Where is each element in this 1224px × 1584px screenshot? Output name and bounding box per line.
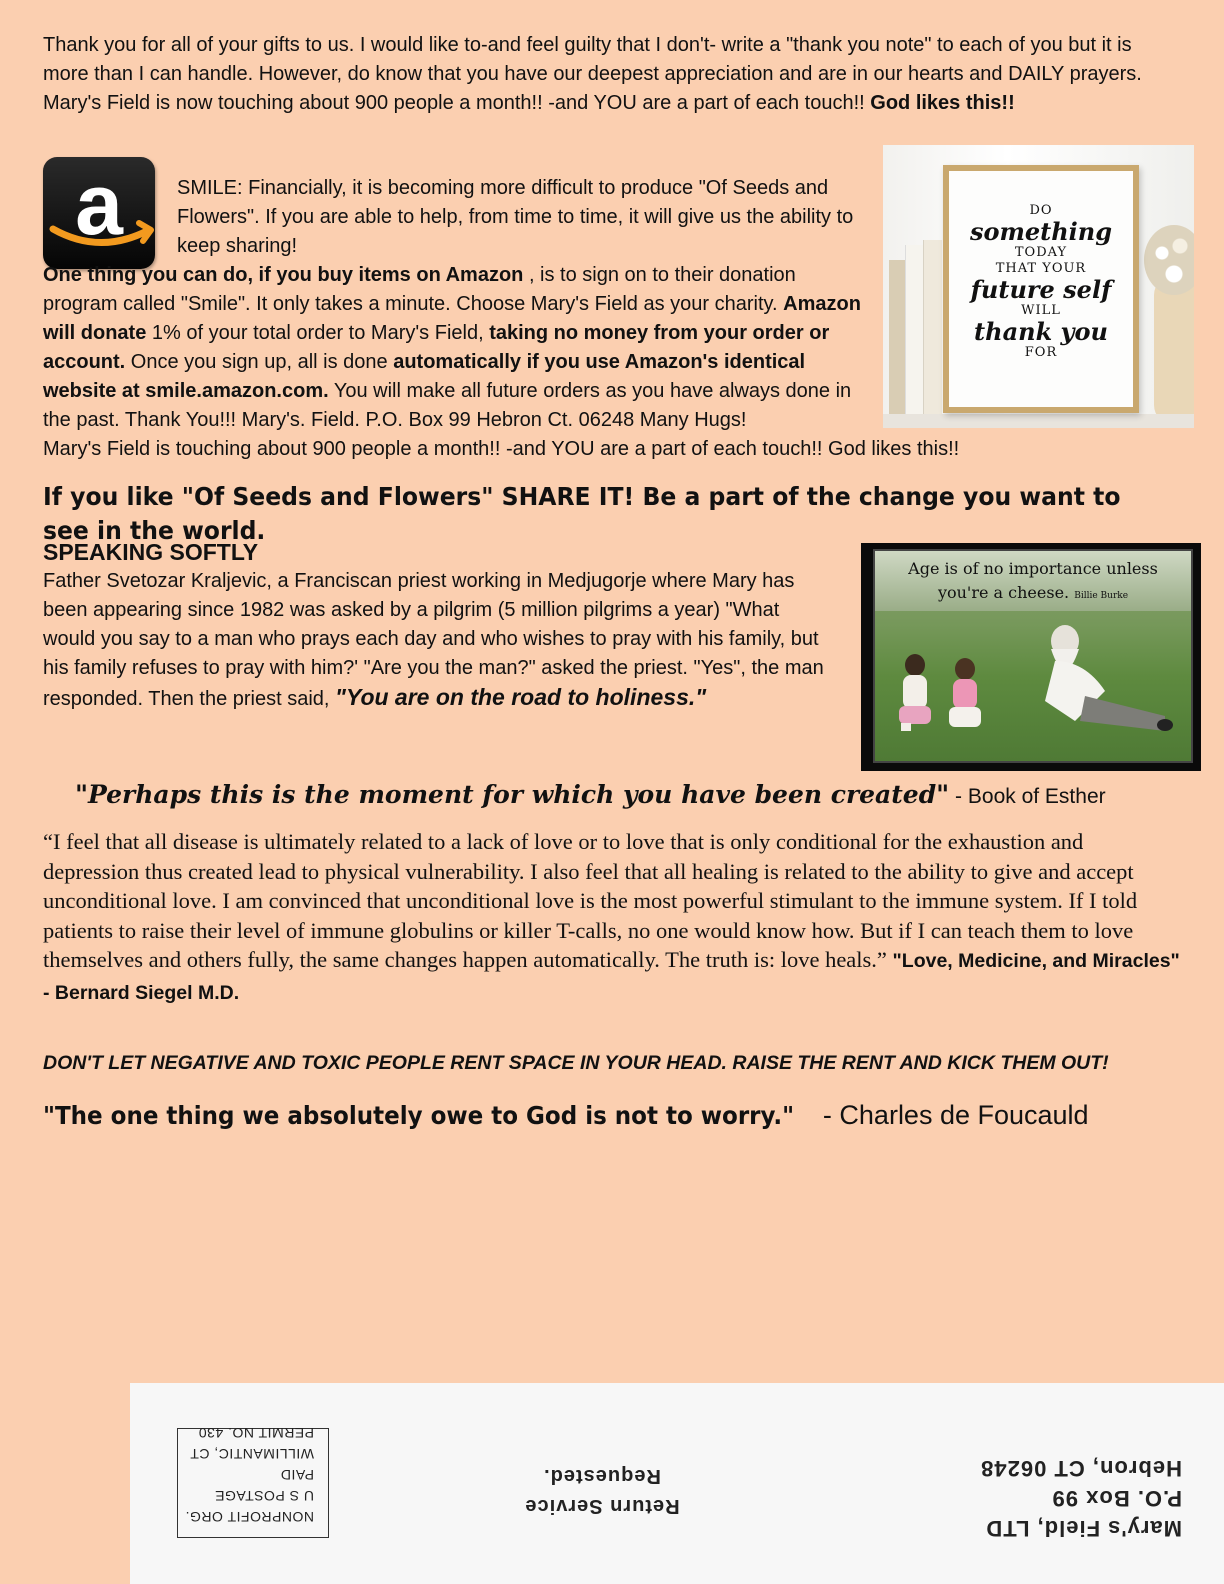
photo-scene xyxy=(873,549,1193,763)
amazon-text-3: 1% of your total order to Mary's Field, xyxy=(146,322,490,344)
love-quote-text: “I feel that all disease is ultimately related to a lack of love or to love that is only conditional for the exhaustion and depression thus created lead to physical vulnerability. I also feel that all healing is related to the ability to give and accept unconditional love. I am convinced that unconditional love is the most powerful stimulant to the immune system. If I told patients to raise their level of immune globulins or killer T-calls, no one would know how. But if I can teach them to love themselves and others fully, the same changes happen automatically. The truth is: love heals.” xyxy=(43,829,1138,972)
framed-quote-line: future self xyxy=(970,275,1112,304)
return-address xyxy=(942,1453,1182,1543)
flowers xyxy=(1144,225,1194,295)
photo-caption-line: Age is of no importance unless xyxy=(908,559,1158,578)
photo-caption-text: you're a cheese. xyxy=(937,583,1070,602)
speaking-softly-heading: SPEAKING SOFTLY xyxy=(43,539,259,565)
return-address-line: Mary's Field, LTD xyxy=(985,1516,1182,1541)
share-headline: If you like "Of Seeds and Flowers" SHARE IT! Be a part of the change you want to see in the world. xyxy=(43,482,1121,545)
amazon-logo-icon xyxy=(43,157,155,269)
postage-text xyxy=(178,1422,314,1527)
amazon-text-4: Once you sign up, all is done xyxy=(125,351,394,373)
speaking-softly-body xyxy=(43,567,833,714)
postage-line: PERMIT NO. 430 xyxy=(198,1425,314,1441)
cheese-quote-photo xyxy=(861,543,1201,771)
esther-quote-source: - Book of Esther xyxy=(949,785,1106,808)
framed-quote-line: FOR xyxy=(1024,345,1058,360)
amazon-paragraph-part-1 xyxy=(177,174,867,261)
book-spine xyxy=(889,260,905,428)
intro-bold-end: God likes this!! xyxy=(870,92,1015,114)
esther-quote xyxy=(75,777,1106,814)
worry-quote-text: "The one thing we absolutely owe to God is not to worry." xyxy=(43,1101,795,1130)
book-spine xyxy=(923,240,942,428)
photo-caption-line-2 xyxy=(875,581,1191,608)
framed-quote-text xyxy=(961,203,1121,361)
picture-frame xyxy=(943,165,1139,413)
negative-people-line: DON'T LET NEGATIVE AND TOXIC PEOPLE RENT SPACE IN YOUR HEAD. RAISE THE RENT AND KICK THEM OUT! xyxy=(43,1052,1109,1074)
child-figure xyxy=(895,651,935,741)
vase xyxy=(1154,275,1194,425)
return-service-line: Return Service xyxy=(524,1495,680,1517)
return-service-line: Requested. xyxy=(543,1465,661,1487)
esther-quote-text: "Perhaps this is the moment for which you have been created" xyxy=(75,780,950,809)
return-address-line: Hebron, CT 06248 xyxy=(980,1456,1182,1481)
amazon-text-6: Mary's Field is touching about 900 people a month!! -and YOU are a part of each touch!! God likes this!! xyxy=(43,438,960,460)
amazon-text-2: , is to sign on to their donation program called "Smile". It only takes a minute. Choose Mary's Field as your charity. xyxy=(43,264,796,315)
book-spine xyxy=(905,245,924,428)
amazon-line-a: SMILE: Financially, it is becoming more difficult to produce "Of Seeds and Flowers". If you are able to help, from time to time, it will give us the ability to keep sharing! xyxy=(177,177,854,257)
shelf xyxy=(883,414,1194,428)
speaking-emphasis: "You are on the road to holiness." xyxy=(335,684,707,710)
intro-paragraph xyxy=(43,31,1173,118)
amazon-paragraph-part-2 xyxy=(43,261,873,435)
postage-indicia xyxy=(177,1425,329,1538)
framed-quote-line: THAT YOUR xyxy=(995,261,1087,276)
love-heals-quote xyxy=(43,827,1183,1008)
amazon-logo-letter: a xyxy=(75,157,123,253)
worry-quote xyxy=(43,1095,1089,1136)
postage-line: NONPROFIT ORG. xyxy=(185,1509,314,1525)
amazon-bold-4: automatically if you use Amazon's identical website at smile.amazon.com. xyxy=(43,351,806,402)
intro-text: Thank you for all of your gifts to us. I would like to-and feel guilty that I don't- write a "thank you note" to each of you but it is more than I can handle. However, do know that you have our deepest appreciation and are in our hearts and DAILY prayers. Mary's Field is now touching about 900 people a month!! -and YOU are a part of each touch!! xyxy=(43,34,1142,114)
framed-quote-line: DO xyxy=(1029,203,1053,218)
amazon-smile-arrow-icon xyxy=(43,157,155,269)
postage-line: WILLIMANTIC, CT xyxy=(189,1446,314,1462)
return-service-requested xyxy=(502,1461,702,1521)
amazon-bold-1: One thing you can do, if you buy items on Amazon xyxy=(43,264,524,286)
mailing-panel xyxy=(130,1383,1224,1584)
amazon-bold-2: Amazon will donate xyxy=(43,293,861,344)
worry-quote-source: - Charles de Foucauld xyxy=(815,1100,1089,1130)
framed-quote-line: WILL xyxy=(1021,303,1061,318)
old-man-figure xyxy=(1025,621,1175,741)
amazon-text-5: You will make all future orders as you have always done in the past. Thank You!!! Mary's. Field. P.O. Box 99 Hebron Ct. 06248 Many Hugs! xyxy=(43,380,852,431)
postage-line: U S POSTAGE PAID xyxy=(214,1467,314,1504)
framed-quote-photo xyxy=(883,145,1194,428)
framed-quote-line: thank you xyxy=(974,317,1108,346)
framed-quote-line: something xyxy=(969,217,1113,246)
love-quote-citation: "Love, Medicine, and Miracles" - Bernard Siegel M.D. xyxy=(43,950,1180,1004)
speaking-body-text: Father Svetozar Kraljevic, a Franciscan priest working in Medjugorje where Mary has been appearing since 1982 was asked by a pilgrim (5 million pilgrims a year) "What would you say to a man who prays each day and who wishes to pray with his family, but his family refuses to pray with him?' "Are you the man?" asked the priest. "Yes", the man responded. Then the priest said, xyxy=(43,570,824,710)
amazon-bold-3: taking no money from your order or account. xyxy=(43,322,830,373)
child-figure xyxy=(945,655,985,741)
photo-caption xyxy=(875,557,1191,608)
return-address-line: P.O. Box 99 xyxy=(1051,1486,1182,1511)
framed-quote-line: TODAY xyxy=(1014,245,1068,260)
amazon-paragraph-part-3 xyxy=(43,435,1173,464)
photo-attribution: Billie Burke xyxy=(1074,591,1129,601)
